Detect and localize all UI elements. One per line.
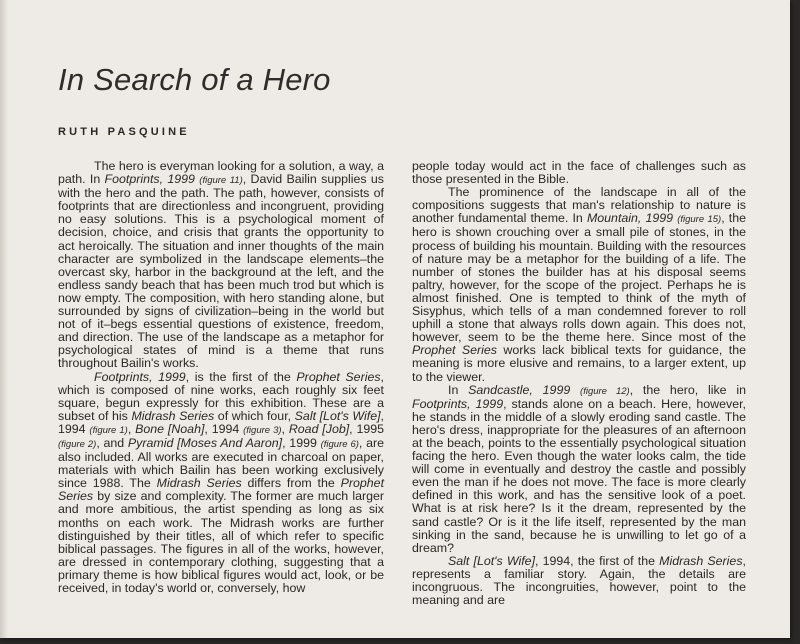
text-run: , 1999 — [282, 435, 321, 450]
text-run: , the hero, like in — [629, 382, 746, 397]
text-run: , — [127, 421, 136, 436]
text-run: , David Bailin supplies us with the hero and the path. The path, however, consists of footprints that are directionless and incongruent, providing no easy solutions. This is a psychological moment of decision, choice, and crisis that grants the opportunity to act heroically. The situation and inner thoughts of the main character are symbolized in the landscape elements–the overcast sky, harbor in the background at the left, and the endless sandy beach that has been much trod but which is now empty. The composition, with hero standing alone, but surrounded by signs of civilization–being in the world but not of it–begs essential questions of existence, freedom, and direction. The use of the landscape as a metaphor for psychological states of mind is a theme that runs throughout Bailin's works. — [58, 172, 384, 371]
italic-title: Prophet Series — [58, 476, 385, 504]
paragraph — [58, 160, 384, 371]
text-run: , 1994 — [58, 408, 384, 436]
page-spine-shadow — [0, 0, 8, 638]
text-run: , 1995 — [349, 421, 385, 436]
text-run: The hero is everyman looking for a solution, a way, a path. In — [58, 159, 384, 187]
page-title: In Search of a Hero — [58, 62, 331, 97]
figure-reference: (figure 2) — [58, 438, 97, 450]
text-run: by size and complexity. The former are much larger and more ambitious, the artist spending as long as six months on each work. The Midrash works are further distinguished by their titles, all of which refer to specific biblical passages. The figures in all of the works, however, are dressed in contemporary clothing, suggesting that a primary theme is how biblical figures would act, look, or be received, in today's world or, conversely, how — [58, 489, 384, 595]
text-run: In — [448, 382, 469, 397]
text-run — [570, 383, 580, 397]
author-name: RUTH PASQUINE — [58, 126, 190, 138]
text-run: The prominence of the landscape in all of the compositions suggests that man's relationship to nature is another fundamental theme. In — [412, 185, 746, 226]
paragraph — [58, 371, 384, 596]
text-run: , 1994 — [204, 421, 244, 436]
italic-title: Prophet Series — [412, 343, 497, 358]
italic-title: Midrash Series — [156, 476, 242, 491]
italic-title: Mountain, 1999 — [586, 211, 674, 226]
paragraph — [412, 555, 746, 607]
italic-title: Bone [Noah] — [135, 421, 205, 436]
text-run: works lack biblical texts for guidance, the meaning is more elusive and remains, to a larger extent, up to the viewer. — [412, 343, 746, 384]
italic-title: Pyramid [Moses And Aaron] — [127, 435, 283, 450]
figure-reference: (figure 15) — [677, 214, 722, 226]
right-text-column — [412, 160, 746, 607]
figure-reference: (figure 3) — [243, 424, 282, 436]
text-run: , is the first of the — [185, 369, 297, 384]
text-run: , which is composed of nine works, each roughly six feet square, begun expressly for this exhibition. These are a subset of his — [58, 369, 384, 423]
paragraph — [412, 160, 746, 186]
text-run: , are also included. All works are executed in charcoal on paper, materials with which Bailin has been working exclusively since 1988. The — [58, 435, 385, 491]
italic-title: Salt [Lot's Wife] — [294, 408, 381, 423]
italic-title: Salt [Lot's Wife] — [448, 553, 536, 568]
text-run: , stands alone on a beach. Here, however, he stands in the middle of a slowly eroding sand castle. The hero's dress, inappropriate for the pleasures of an afternoon at the beach, points to the essentially psychological situation facing the hero. Even though the water looks calm, the tide will come in eventually and destroy the castle and possibly even the man if he does not move. The face is more clearly defined in this work, and has the sensitive look of a poet. What is at risk here? Is it the dream, represented by the sand castle? Or is it the life itself, represented by the man sinking in the sand, because he is unwilling to let go of a dream? — [412, 396, 746, 555]
italic-title: Midrash Series — [131, 408, 215, 423]
text-run: of which four, — [214, 408, 295, 423]
italic-title: Midrash Series — [659, 553, 743, 568]
text-run: , and — [96, 435, 128, 450]
text-run: differs from the — [241, 476, 341, 491]
figure-reference: (figure 12) — [580, 385, 630, 397]
paragraph — [412, 384, 746, 555]
italic-title: Sandcastle, 1999 — [468, 382, 571, 397]
text-run: , the hero is shown crouching over a small pile of stones, in the process of building his mountain. Building with the resources of nature may be a metaphor for the building of a life. The number of stones the builder has at his disposal seems paltry, however, for the scope of the project. Perhaps he is almost finished. One is tempted to think of the myth of Sisyphus, which tells of a man condemned forever to roll uphill a stone that always rolls down again. This does not, however, seem to be the theme here. Since most of the — [412, 211, 746, 345]
figure-reference: (figure 11) — [199, 175, 243, 187]
text-run: , represents a familiar story. Again, the details are incongruous. The incongruities, however, point to the meaning and are — [412, 553, 746, 608]
left-text-column — [58, 160, 384, 595]
figure-reference: (figure 1) — [89, 424, 128, 436]
text-run: people today would act in the face of challenges such as those presented in the Bible. — [412, 159, 746, 187]
text-run: , — [281, 421, 289, 436]
text-run: , 1994, the first of the — [535, 553, 660, 568]
figure-reference: (figure 6) — [320, 438, 359, 450]
paragraph — [412, 186, 746, 383]
italic-title: Road [Job] — [288, 421, 350, 436]
italic-title: Footprints, 1999 — [104, 172, 195, 187]
italic-title: Prophet Series — [296, 369, 381, 384]
italic-title: Footprints, 1999 — [412, 396, 504, 411]
italic-title: Footprints, 1999 — [94, 369, 186, 384]
